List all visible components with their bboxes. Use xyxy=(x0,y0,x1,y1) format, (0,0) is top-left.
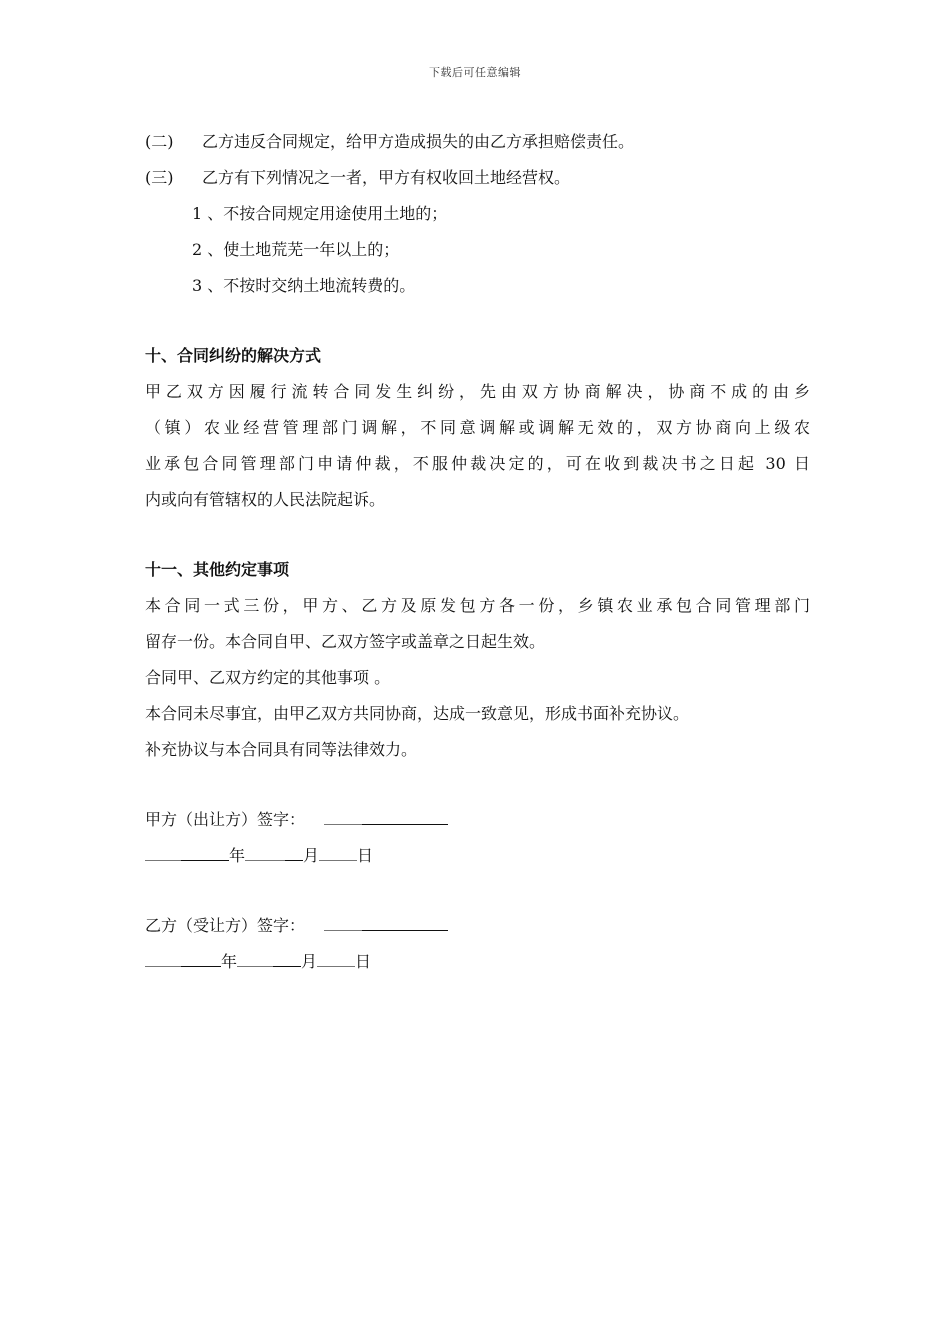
section-10-line-1: 甲乙双方因履行流转合同发生纠纷，先由双方协商解决，协商不成的由乡 xyxy=(145,382,810,401)
party-a-month-blank[interactable] xyxy=(285,846,303,861)
party-a-label: 甲方（出让方）签字： xyxy=(145,810,306,829)
section-10-line-2: （镇）农业经营管理部门调解，不同意调解或调解无效的，双方协商向上级农 xyxy=(145,418,810,437)
party-a-signature-blank[interactable] xyxy=(362,810,448,825)
party-b-signature-block xyxy=(145,908,810,980)
party-a-day-blank[interactable] xyxy=(319,846,357,861)
party-a-year-blank[interactable] xyxy=(181,846,229,861)
party-b-signature-blank-lead[interactable] xyxy=(324,916,362,931)
party-b-day-blank[interactable] xyxy=(317,952,355,967)
party-b-signature-blank[interactable] xyxy=(362,916,448,931)
party-b-label: 乙方（受让方）签字： xyxy=(145,916,306,935)
clause-3-text: 乙方有下列情况之一者，甲方有权收回土地经营权。 xyxy=(202,168,571,187)
party-b-month-blank[interactable] xyxy=(273,952,301,967)
clause-3 xyxy=(145,160,810,196)
party-a-signature-blank-lead[interactable] xyxy=(324,810,362,825)
clause-3-sub-3: 3 、不按时交纳土地流转费的。 xyxy=(192,276,416,295)
section-11-line-1: 本合同一式三份，甲方、乙方及原发包方各一份，乡镇农业承包合同管理部门 xyxy=(145,596,810,615)
clause-2-text: 乙方违反合同规定，给甲方造成损失的由乙方承担赔偿责任。 xyxy=(202,132,635,151)
page-header-note: 下载后可任意编辑 xyxy=(429,66,521,79)
party-b-year-blank[interactable] xyxy=(181,952,221,967)
clause-2-number: (二) xyxy=(145,132,174,151)
section-11-line-3: 合同甲、乙双方约定的其他事项 。 xyxy=(145,668,391,687)
party-a-signature-line xyxy=(145,802,810,838)
party-a-date-line xyxy=(145,838,810,874)
party-a-day-label: 日 xyxy=(357,846,374,865)
party-b-month-label: 月 xyxy=(301,952,318,971)
party-b-date-line xyxy=(145,944,810,980)
clause-3-sub-1: 1 、不按合同规定用途使用土地的； xyxy=(192,204,448,223)
section-11-line-2: 留存一份。本合同自甲、乙双方签字或盖章之日起生效。 xyxy=(145,632,546,651)
document-body xyxy=(145,124,810,980)
party-a-year-label: 年 xyxy=(229,846,246,865)
party-b-signature-line xyxy=(145,908,810,944)
section-10-line-4: 内或向有管辖权的人民法院起诉。 xyxy=(145,490,386,509)
party-a-year-blank-lead[interactable] xyxy=(145,846,181,861)
clause-3-number: (三) xyxy=(145,168,174,187)
section-10-title: 十、合同纠纷的解决方式 xyxy=(145,346,322,365)
party-a-signature-block xyxy=(145,802,810,874)
section-10-line-3: 业承包合同管理部门申请仲裁，不服仲裁决定的，可在收到裁决书之日起 30 日 xyxy=(145,454,810,473)
section-11-line-4: 本合同未尽事宜，由甲乙双方共同协商，达成一致意见，形成书面补充协议。 xyxy=(145,704,690,723)
clause-3-sub-2: 2 、使土地荒芜一年以上的； xyxy=(192,240,400,259)
party-b-month-blank-lead[interactable] xyxy=(237,952,273,967)
section-11-line-5: 补充协议与本合同具有同等法律效力。 xyxy=(145,740,418,759)
party-a-month-label: 月 xyxy=(303,846,320,865)
party-a-month-blank-lead[interactable] xyxy=(245,846,285,861)
party-b-year-label: 年 xyxy=(221,952,238,971)
party-b-day-label: 日 xyxy=(355,952,372,971)
section-11-title: 十一、其他约定事项 xyxy=(145,560,290,579)
party-b-year-blank-lead[interactable] xyxy=(145,952,181,967)
clause-2 xyxy=(145,124,810,160)
